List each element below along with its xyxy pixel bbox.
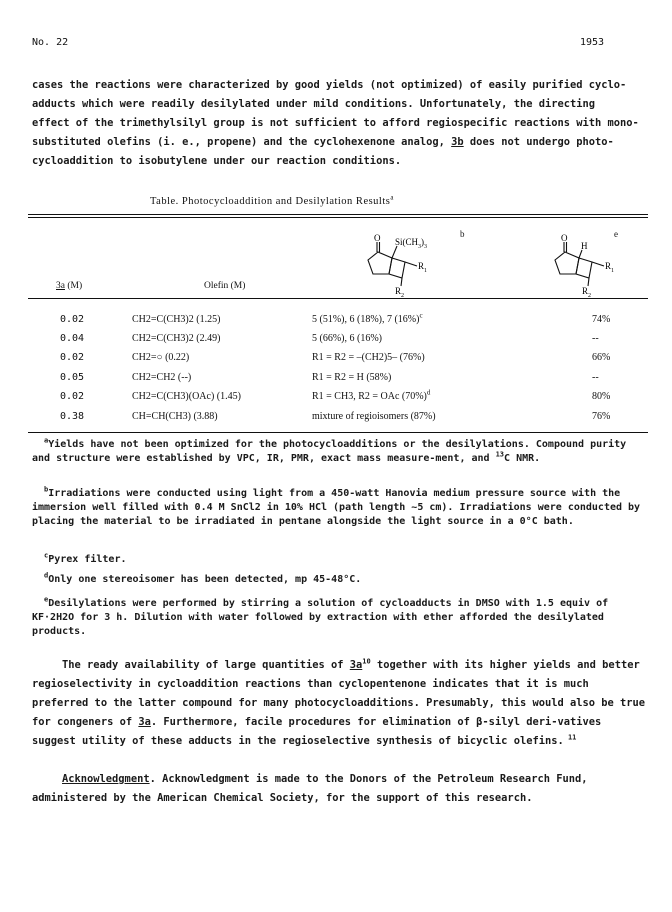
carbonyl-o-label: O — [374, 233, 381, 243]
r1-sub: 1 — [424, 268, 428, 274]
r1-text: R — [418, 261, 425, 271]
footnote-text: Yields have not been optimized for the photocycloadditions or the desilylations. Compound purity and structure were established by VPC, IR, PMR, exact mass measure-ment, and — [32, 439, 627, 464]
cycloadduct-text: 5 (66%), 6 (16%) — [312, 333, 382, 344]
row-concentration: 0.02 — [60, 391, 85, 402]
footnote-marker: b — [44, 485, 49, 494]
row-desilylation-yield: -- — [592, 372, 599, 383]
r2-text: R — [582, 286, 589, 296]
row-concentration: 0.02 — [60, 352, 85, 363]
footnote-text-tail: C NMR. — [504, 453, 541, 464]
silyl-text: Si(CH — [395, 237, 419, 247]
text-line: cases the reactions were characterized by good yields (not optimized) of easily purified cyclo- — [32, 79, 627, 91]
text-span: does not undergo photo- — [463, 136, 614, 148]
row-olefin: CH=CH(CH3) (3.88) — [132, 411, 218, 422]
text-line — [32, 133, 648, 152]
table-bottom-rule — [28, 432, 648, 433]
unit-label: (M) — [64, 281, 83, 291]
bracket-mark: ) — [250, 136, 258, 148]
footnote-marker: c — [419, 311, 423, 320]
closing-paragraph — [32, 656, 648, 751]
row-olefin: CH2=C(CH3)(OAc) (1.45) — [132, 391, 241, 402]
journal-issue: No. 22 — [32, 37, 69, 48]
acknowledgment-heading: Acknowledgment — [62, 773, 150, 785]
footnote-text: Pyrex filter. — [48, 554, 127, 565]
column-e-mark: e — [614, 229, 618, 239]
silyl-sub: 3 — [418, 244, 422, 250]
cycloadduct-text: 5 (51%), 6 (18%), 7 (16%) — [312, 314, 420, 325]
row-desilylation-yield: 80% — [592, 391, 611, 402]
footnote-d — [32, 573, 644, 587]
row-olefin: CH2=C(CH3)2 (2.49) — [132, 333, 221, 344]
r1-label — [418, 261, 427, 274]
reference-number: 10 — [362, 657, 371, 666]
footnote-marker: d — [426, 388, 431, 397]
text-line: effect of the trimethylsilyl group is not sufficient to afford regiospecific reactions with mono- — [32, 117, 639, 129]
silyl-label — [395, 237, 427, 250]
footnote-text: Desilylations were performed by stirring a solution of cycloadducts in DMSO with 1.5 equiv of KF·2H2O for 3 h. Dilution with water followed by extraction with ether afforded the desilylated products. — [32, 598, 609, 637]
cycloadduct-text: R1 = R2 = –(CH2)5– (76%) — [312, 352, 425, 363]
r1-sub: 1 — [611, 268, 615, 274]
cycloadduct-text: mixture of regioisomers (87%) — [312, 411, 436, 422]
footnote-marker: e — [44, 595, 49, 604]
footnote-a — [32, 438, 644, 466]
row-desilylation-yield: 66% — [592, 352, 611, 363]
acknowledgment-paragraph — [32, 770, 648, 808]
footnote-text: Irradiations were conducted using light from a 450-watt Hanovia medium pressure source with the immersion well filled with 0.4 M SnCl2 in 10% HCl (path length ~5 cm). Irradiations were conducted by placing the material to be irradiated in pentane alongside the light source in a 0°C bath. — [32, 488, 641, 527]
column-header-olefin: Olefin (M) — [204, 281, 246, 291]
silyl-close: ) — [421, 237, 425, 247]
row-cycloadducts — [312, 372, 391, 383]
row-desilylation-yield: -- — [592, 333, 599, 344]
carbonyl-o-label: O — [561, 233, 568, 243]
row-desilylation-yield: 74% — [592, 314, 611, 325]
row-concentration: 0.05 — [60, 372, 85, 383]
r2-text: R — [395, 286, 402, 296]
row-cycloadducts — [312, 311, 423, 325]
table-top-rule — [28, 214, 648, 215]
row-olefin: CH2=C(CH3)2 (1.25) — [132, 314, 221, 325]
desilylated-product-structure — [552, 232, 637, 298]
footnote-marker: a — [390, 193, 394, 202]
row-concentration: 0.04 — [60, 333, 85, 344]
compound-ref: 3a — [56, 281, 65, 291]
page-number: 1953 — [580, 37, 605, 48]
compound-ref: 3a — [349, 659, 363, 671]
footnote-e — [32, 597, 644, 639]
table-title-text: Table. Photocycloaddition and Desilylation Results — [150, 196, 391, 207]
compound-ref: 3b — [451, 136, 464, 148]
row-olefin: CH2=CH2 (--) — [132, 372, 192, 383]
footnote-marker: c — [44, 551, 49, 560]
cycloadduct-text: R1 = R2 = H (58%) — [312, 372, 392, 383]
r2-sub: 2 — [401, 293, 405, 298]
compound-ref: 3a — [138, 716, 151, 728]
table-header-rule — [28, 298, 648, 299]
footnote-b — [32, 487, 644, 529]
isotope-mark: 13 — [495, 450, 505, 459]
text-span: together with its higher yields and better regioselectivity in cycloaddition reactions than cyclopentenone indicates that it is much preferred to the latter compound for many photocycloadditions. Presumably, this would also be true for congeners of — [32, 659, 646, 728]
silylated-cycloadduct-structure — [365, 232, 460, 298]
text-span: substituted olefins (i. e., propene — [32, 136, 251, 148]
row-olefin: CH2=○ (0.22) — [132, 352, 190, 363]
row-concentration: 0.02 — [60, 314, 85, 325]
row-cycloadducts — [312, 411, 436, 422]
text-span: The ready availability of large quantities of — [62, 659, 350, 671]
text-span: and the cyclohexenone analog, — [257, 136, 452, 148]
row-cycloadducts — [312, 352, 425, 363]
column-header-3a — [56, 281, 82, 291]
footnote-marker: d — [44, 571, 49, 580]
row-concentration: 0.38 — [60, 411, 85, 422]
row-cycloadducts — [312, 388, 431, 402]
row-desilylation-yield: 76% — [592, 411, 611, 422]
text-span: . Furthermore, facile procedures for elimination of β-silyl deri-vatives suggest utility of these adducts in the regioselective synthesis of bicyclic olefins. — [32, 716, 602, 747]
acknowledgment-text: . Acknowledgment is made to the Donors of the Petroleum Research Fund, administered by the American Chemical Society, for the support of this research. — [32, 773, 588, 804]
r2-label — [395, 286, 404, 298]
intro-paragraph — [32, 76, 648, 171]
text-line: adducts which were readily desilylated under mild conditions. Unfortunately, the directing — [32, 98, 596, 110]
footnote-text: Only one stereoisomer has been detected, mp 45-48°C. — [48, 574, 362, 585]
reference-number: 11 — [563, 733, 577, 742]
hydrogen-label: H — [581, 241, 588, 251]
row-cycloadducts — [312, 333, 382, 344]
table-top-rule-2 — [28, 217, 648, 218]
cycloadduct-text: R1 = CH3, R2 = OAc (70%) — [312, 391, 427, 402]
footnote-marker: a — [44, 436, 49, 445]
text-line: cycloaddition to isobutylene under our reaction conditions. — [32, 155, 402, 167]
table-title — [150, 193, 394, 207]
r2-sub: 2 — [588, 293, 592, 298]
footnote-c — [32, 553, 644, 567]
column-b-mark: b — [460, 229, 465, 239]
r1-label — [605, 261, 614, 274]
silyl-sub2: 3 — [424, 244, 428, 250]
r2-label — [582, 286, 591, 298]
r1-text: R — [605, 261, 612, 271]
